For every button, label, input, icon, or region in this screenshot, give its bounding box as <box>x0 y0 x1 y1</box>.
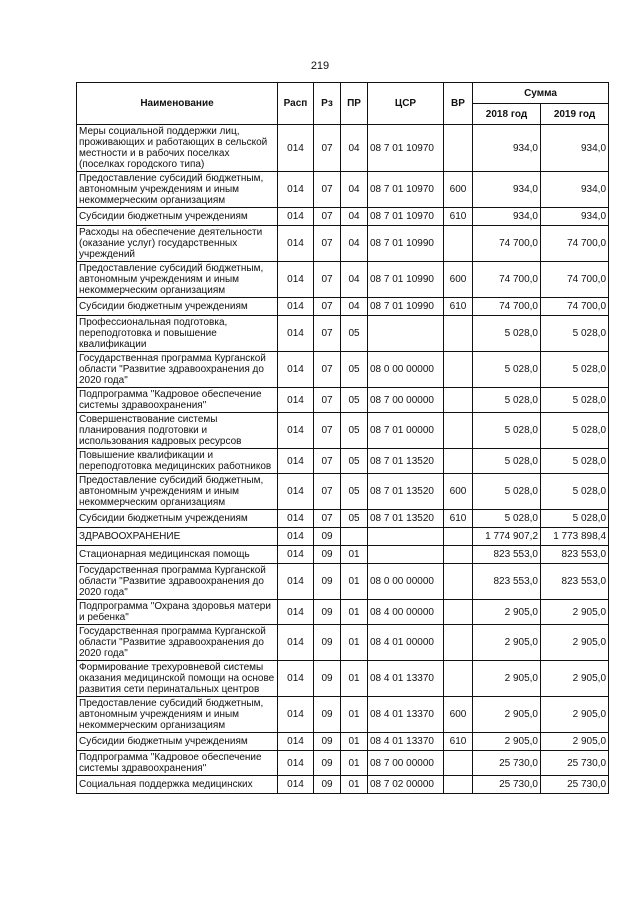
cell-vr <box>444 125 473 172</box>
cell-sum-2019: 1 773 898,4 <box>541 528 609 546</box>
cell-pr: 05 <box>341 510 368 528</box>
cell-sum-2019: 5 028,0 <box>541 316 609 352</box>
cell-vr: 600 <box>444 262 473 298</box>
cell-name: Подпрограмма "Кадровое обеспечение системы здравоохранения" <box>77 751 278 776</box>
cell-vr: 610 <box>444 298 473 316</box>
cell-rasp: 014 <box>278 226 314 262</box>
cell-rasp: 014 <box>278 208 314 226</box>
cell-vr <box>444 600 473 625</box>
cell-pr: 01 <box>341 625 368 661</box>
header-pr: ПР <box>341 83 368 125</box>
cell-csr: 08 7 01 10990 <box>368 298 444 316</box>
cell-csr: 08 7 00 00000 <box>368 751 444 776</box>
cell-sum-2019: 74 700,0 <box>541 226 609 262</box>
cell-name: Подпрограмма "Охрана здоровья матери и ребенка" <box>77 600 278 625</box>
header-2019: 2019 год <box>541 104 609 125</box>
cell-pr: 04 <box>341 298 368 316</box>
cell-sum-2018: 74 700,0 <box>473 298 541 316</box>
cell-name: Профессиональная подготовка, переподготовка и повышение квалификации <box>77 316 278 352</box>
cell-rz: 09 <box>314 564 341 600</box>
cell-sum-2018: 823 553,0 <box>473 564 541 600</box>
cell-sum-2018: 25 730,0 <box>473 751 541 776</box>
cell-rz: 09 <box>314 697 341 733</box>
cell-pr: 01 <box>341 697 368 733</box>
cell-rasp: 014 <box>278 751 314 776</box>
cell-sum-2018: 2 905,0 <box>473 600 541 625</box>
cell-name: Субсидии бюджетным учреждениям <box>77 733 278 751</box>
cell-csr: 08 7 00 00000 <box>368 388 444 413</box>
cell-name: Государственная программа Курганской области "Развитие здравоохранения до 2020 года" <box>77 352 278 388</box>
cell-sum-2018: 5 028,0 <box>473 352 541 388</box>
cell-csr: 08 7 01 13520 <box>368 449 444 474</box>
table-row <box>77 625 609 661</box>
cell-sum-2019: 5 028,0 <box>541 413 609 449</box>
cell-vr: 610 <box>444 510 473 528</box>
cell-vr <box>444 449 473 474</box>
cell-rasp: 014 <box>278 352 314 388</box>
cell-vr: 600 <box>444 697 473 733</box>
cell-rz: 09 <box>314 733 341 751</box>
table-row <box>77 546 609 564</box>
cell-sum-2018: 934,0 <box>473 125 541 172</box>
cell-vr <box>444 388 473 413</box>
cell-name: Социальная поддержка медицинских <box>77 776 278 794</box>
table-row <box>77 413 609 449</box>
cell-vr <box>444 352 473 388</box>
cell-rz: 09 <box>314 528 341 546</box>
cell-csr: 08 4 01 13370 <box>368 661 444 697</box>
cell-pr: 01 <box>341 751 368 776</box>
cell-sum-2019: 74 700,0 <box>541 262 609 298</box>
cell-pr: 01 <box>341 776 368 794</box>
cell-csr: 08 7 01 10970 <box>368 125 444 172</box>
table-row <box>77 262 609 298</box>
cell-sum-2019: 5 028,0 <box>541 352 609 388</box>
cell-csr: 08 7 01 13520 <box>368 510 444 528</box>
cell-sum-2018: 2 905,0 <box>473 625 541 661</box>
cell-sum-2019: 5 028,0 <box>541 388 609 413</box>
cell-sum-2019: 74 700,0 <box>541 298 609 316</box>
header-name: Наименование <box>77 83 278 125</box>
table-row <box>77 751 609 776</box>
cell-pr: 05 <box>341 413 368 449</box>
cell-rz: 07 <box>314 388 341 413</box>
cell-pr: 05 <box>341 316 368 352</box>
cell-rz: 07 <box>314 413 341 449</box>
cell-sum-2019: 934,0 <box>541 172 609 208</box>
cell-csr: 08 7 01 10970 <box>368 208 444 226</box>
cell-sum-2018: 25 730,0 <box>473 776 541 794</box>
cell-rz: 07 <box>314 510 341 528</box>
cell-vr <box>444 316 473 352</box>
header-csr: ЦСР <box>368 83 444 125</box>
table-row <box>77 172 609 208</box>
table-row <box>77 226 609 262</box>
header-rasp: Расп <box>278 83 314 125</box>
table-row <box>77 208 609 226</box>
cell-name: Предоставление субсидий бюджетным, автономным учреждениям и иным некоммерческим организациям <box>77 474 278 510</box>
cell-rasp: 014 <box>278 564 314 600</box>
cell-sum-2018: 5 028,0 <box>473 474 541 510</box>
cell-sum-2019: 25 730,0 <box>541 776 609 794</box>
cell-pr: 04 <box>341 172 368 208</box>
cell-csr: 08 4 01 00000 <box>368 625 444 661</box>
cell-pr: 05 <box>341 449 368 474</box>
table-row <box>77 510 609 528</box>
cell-name: Подпрограмма "Кадровое обеспечение системы здравоохранения" <box>77 388 278 413</box>
cell-sum-2019: 2 905,0 <box>541 697 609 733</box>
cell-pr <box>341 528 368 546</box>
cell-sum-2018: 823 553,0 <box>473 546 541 564</box>
cell-rz: 07 <box>314 474 341 510</box>
cell-name: Меры социальной поддержки лиц, проживающих и работающих в сельской местности и в рабочих поселках (поселках городского типа) <box>77 125 278 172</box>
cell-pr: 01 <box>341 661 368 697</box>
cell-name: Повышение квалификации и переподготовка медицинских работников <box>77 449 278 474</box>
cell-vr <box>444 528 473 546</box>
cell-name: Предоставление субсидий бюджетным, автономным учреждениям и иным некоммерческим организациям <box>77 262 278 298</box>
cell-pr: 01 <box>341 546 368 564</box>
cell-vr <box>444 413 473 449</box>
cell-rz: 07 <box>314 172 341 208</box>
cell-csr: 08 7 01 10970 <box>368 172 444 208</box>
cell-vr: 610 <box>444 733 473 751</box>
table-row <box>77 564 609 600</box>
cell-pr: 01 <box>341 600 368 625</box>
header-vr: ВР <box>444 83 473 125</box>
table-row <box>77 697 609 733</box>
cell-csr <box>368 528 444 546</box>
cell-vr: 600 <box>444 172 473 208</box>
cell-rz: 07 <box>314 262 341 298</box>
cell-rasp: 014 <box>278 776 314 794</box>
cell-csr: 08 7 01 10990 <box>368 226 444 262</box>
table-row <box>77 733 609 751</box>
cell-sum-2018: 5 028,0 <box>473 316 541 352</box>
cell-name: Формирование трехуровневой системы оказания медицинской помощи на основе развития сети перинатальных центров <box>77 661 278 697</box>
cell-csr: 08 0 00 00000 <box>368 352 444 388</box>
cell-rasp: 014 <box>278 546 314 564</box>
cell-sum-2019: 934,0 <box>541 125 609 172</box>
cell-rz: 09 <box>314 546 341 564</box>
header-row <box>77 83 609 104</box>
cell-csr: 08 4 01 13370 <box>368 697 444 733</box>
cell-sum-2018: 5 028,0 <box>473 510 541 528</box>
cell-rz: 07 <box>314 208 341 226</box>
cell-csr: 08 4 01 13370 <box>368 733 444 751</box>
cell-name: Субсидии бюджетным учреждениям <box>77 208 278 226</box>
cell-pr: 05 <box>341 474 368 510</box>
cell-sum-2018: 1 774 907,2 <box>473 528 541 546</box>
cell-csr: 08 4 00 00000 <box>368 600 444 625</box>
cell-csr: 08 7 01 00000 <box>368 413 444 449</box>
cell-rasp: 014 <box>278 172 314 208</box>
cell-sum-2019: 2 905,0 <box>541 733 609 751</box>
cell-csr: 08 7 02 00000 <box>368 776 444 794</box>
cell-sum-2019: 823 553,0 <box>541 564 609 600</box>
cell-sum-2019: 934,0 <box>541 208 609 226</box>
cell-vr: 610 <box>444 208 473 226</box>
table-row <box>77 316 609 352</box>
cell-csr: 08 7 01 13520 <box>368 474 444 510</box>
table-row <box>77 352 609 388</box>
cell-pr: 04 <box>341 226 368 262</box>
cell-sum-2018: 74 700,0 <box>473 226 541 262</box>
cell-pr: 04 <box>341 125 368 172</box>
cell-rz: 07 <box>314 226 341 262</box>
cell-sum-2018: 5 028,0 <box>473 388 541 413</box>
cell-rz: 07 <box>314 125 341 172</box>
cell-vr <box>444 751 473 776</box>
cell-pr: 05 <box>341 352 368 388</box>
cell-name: Предоставление субсидий бюджетным, автономным учреждениям и иным некоммерческим организациям <box>77 172 278 208</box>
cell-pr: 01 <box>341 564 368 600</box>
cell-sum-2018: 74 700,0 <box>473 262 541 298</box>
cell-rz: 07 <box>314 352 341 388</box>
cell-sum-2018: 5 028,0 <box>473 449 541 474</box>
cell-vr: 600 <box>444 474 473 510</box>
cell-sum-2019: 2 905,0 <box>541 600 609 625</box>
cell-pr: 05 <box>341 388 368 413</box>
cell-sum-2019: 2 905,0 <box>541 625 609 661</box>
cell-rz: 09 <box>314 661 341 697</box>
cell-rasp: 014 <box>278 449 314 474</box>
cell-sum-2019: 25 730,0 <box>541 751 609 776</box>
cell-vr <box>444 546 473 564</box>
cell-rz: 09 <box>314 625 341 661</box>
table-row <box>77 388 609 413</box>
cell-sum-2018: 2 905,0 <box>473 661 541 697</box>
cell-vr <box>444 564 473 600</box>
cell-name: Субсидии бюджетным учреждениям <box>77 510 278 528</box>
cell-rasp: 014 <box>278 528 314 546</box>
cell-pr: 04 <box>341 208 368 226</box>
table-row <box>77 125 609 172</box>
cell-sum-2019: 2 905,0 <box>541 661 609 697</box>
table-row <box>77 600 609 625</box>
table-body <box>77 125 609 794</box>
cell-name: Государственная программа Курганской области "Развитие здравоохранения до 2020 года" <box>77 564 278 600</box>
table-row <box>77 298 609 316</box>
cell-sum-2018: 934,0 <box>473 208 541 226</box>
cell-rasp: 014 <box>278 625 314 661</box>
cell-vr <box>444 226 473 262</box>
cell-sum-2019: 823 553,0 <box>541 546 609 564</box>
cell-rasp: 014 <box>278 661 314 697</box>
cell-name: Расходы на обеспечение деятельности (оказание услуг) государственных учреждений <box>77 226 278 262</box>
cell-sum-2018: 2 905,0 <box>473 733 541 751</box>
page-number: 219 <box>310 60 330 72</box>
cell-rz: 07 <box>314 449 341 474</box>
cell-rz: 09 <box>314 751 341 776</box>
cell-csr <box>368 316 444 352</box>
cell-sum-2018: 934,0 <box>473 172 541 208</box>
cell-vr <box>444 776 473 794</box>
cell-sum-2019: 5 028,0 <box>541 510 609 528</box>
cell-name: Совершенствование системы планирования подготовки и использования кадровых ресурсов <box>77 413 278 449</box>
table-row <box>77 474 609 510</box>
cell-name: Субсидии бюджетным учреждениям <box>77 298 278 316</box>
table-row <box>77 449 609 474</box>
cell-csr: 08 7 01 10990 <box>368 262 444 298</box>
cell-name: Предоставление субсидий бюджетным, автономным учреждениям и иным некоммерческим организациям <box>77 697 278 733</box>
cell-rasp: 014 <box>278 474 314 510</box>
cell-rasp: 014 <box>278 733 314 751</box>
header-2018: 2018 год <box>473 104 541 125</box>
header-rz: Рз <box>314 83 341 125</box>
cell-rasp: 014 <box>278 262 314 298</box>
table-row <box>77 661 609 697</box>
cell-rz: 07 <box>314 316 341 352</box>
cell-rz: 09 <box>314 776 341 794</box>
cell-pr: 04 <box>341 262 368 298</box>
cell-rz: 09 <box>314 600 341 625</box>
header-sum: Сумма <box>473 83 609 104</box>
cell-sum-2019: 5 028,0 <box>541 474 609 510</box>
cell-name: Стационарная медицинская помощь <box>77 546 278 564</box>
cell-vr <box>444 625 473 661</box>
cell-rasp: 014 <box>278 388 314 413</box>
cell-rasp: 014 <box>278 600 314 625</box>
cell-name: Государственная программа Курганской области "Развитие здравоохранения до 2020 года" <box>77 625 278 661</box>
cell-rasp: 014 <box>278 510 314 528</box>
cell-rasp: 014 <box>278 413 314 449</box>
cell-csr: 08 0 00 00000 <box>368 564 444 600</box>
table-row <box>77 528 609 546</box>
cell-rz: 07 <box>314 298 341 316</box>
cell-pr: 01 <box>341 733 368 751</box>
cell-rasp: 014 <box>278 125 314 172</box>
cell-sum-2018: 5 028,0 <box>473 413 541 449</box>
cell-rasp: 014 <box>278 298 314 316</box>
cell-rasp: 014 <box>278 316 314 352</box>
cell-name: ЗДРАВООХРАНЕНИЕ <box>77 528 278 546</box>
budget-table <box>76 82 609 794</box>
cell-sum-2019: 5 028,0 <box>541 449 609 474</box>
cell-csr <box>368 546 444 564</box>
cell-sum-2018: 2 905,0 <box>473 697 541 733</box>
cell-vr <box>444 661 473 697</box>
table-row <box>77 776 609 794</box>
cell-rasp: 014 <box>278 697 314 733</box>
